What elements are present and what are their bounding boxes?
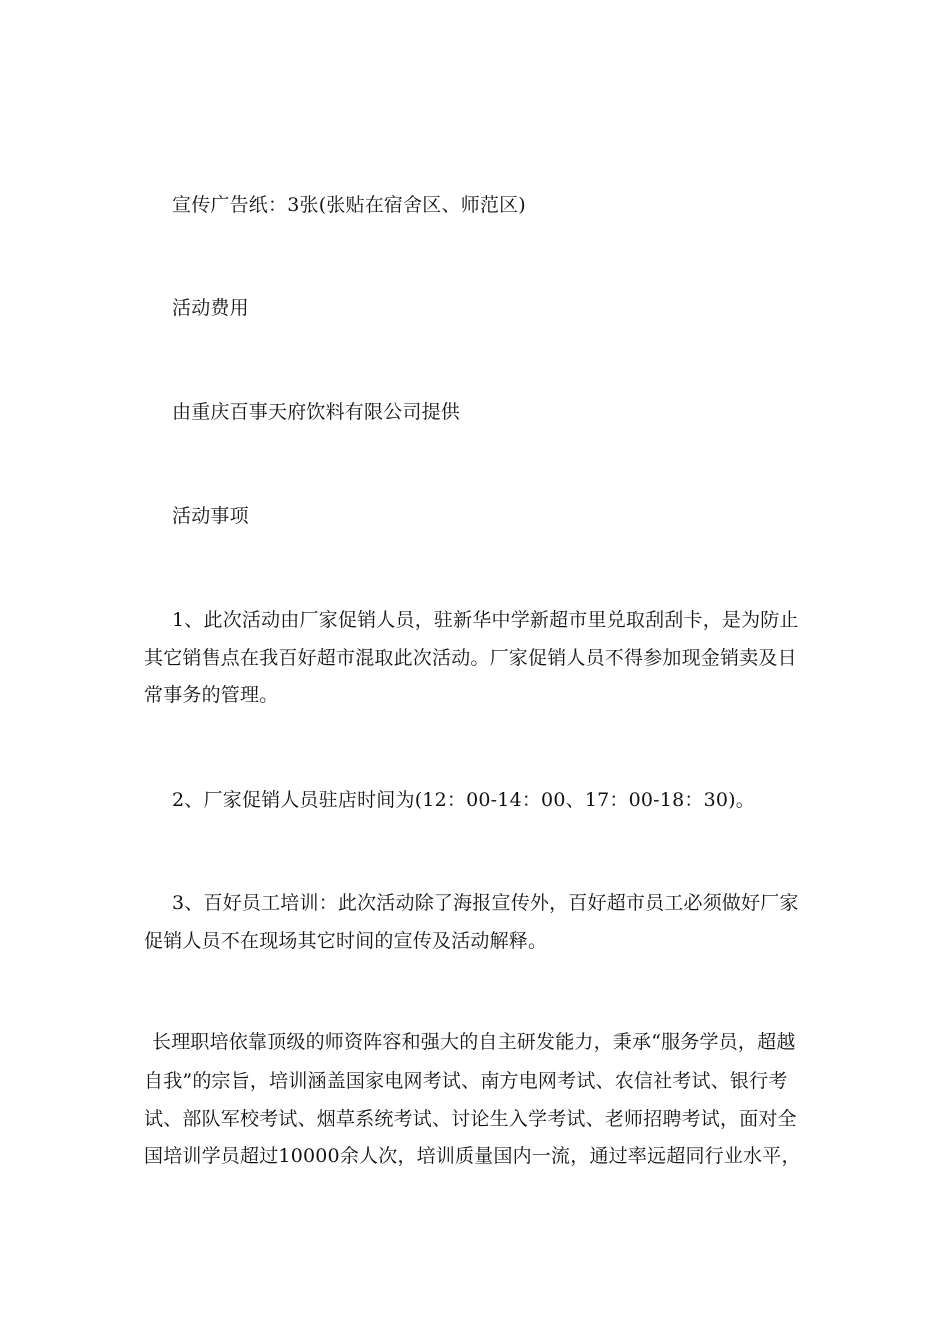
promo-line3: 试、部队军校考试、烟草系统考试、讨论生入学考试、老师招聘考试，面对全 [144, 1108, 797, 1130]
item3-line1: 3、百好员工培训：此次活动除了海报宣传外，百好超市员工必须做好厂家 [172, 892, 799, 914]
item3-line2: 促销人员不在现场其它时间的宣传及活动解释。 [144, 930, 548, 952]
section-items-title: 活动事项 [172, 505, 249, 527]
promo-line4: 国培训学员超过10000余人次，培训质量国内一流，通过率远超同行业水平， [144, 1145, 801, 1167]
fee-provider-line: 由重庆百事天府饮料有限公司提供 [172, 401, 461, 423]
ad-paper-line: 宣传广告纸：3张(张贴在宿舍区、师范区) [172, 194, 526, 216]
item2-line1: 2、厂家促销人员驻店时间为(12：00-14：00、17：00-18：30)。 [172, 789, 755, 811]
item1-line1: 1、此次活动由厂家促销人员，驻新华中学新超市里兑取刮刮卡，是为防止 [172, 609, 799, 631]
item1-line3: 常事务的管理。 [144, 684, 279, 706]
section-fee-title: 活动费用 [172, 297, 249, 319]
promo-line2: 自我”的宗旨，培训涵盖国家电网考试、南方电网考试、农信社考试、银行考 [144, 1070, 788, 1092]
item1-line2: 其它销售点在我百好超市混取此次活动。厂家促销人员不得参加现金销卖及日 [144, 647, 797, 669]
promo-line1: 长理职培依靠顶级的师资阵容和强大的自主研发能力，秉承“服务学员，超越 [152, 1031, 796, 1053]
